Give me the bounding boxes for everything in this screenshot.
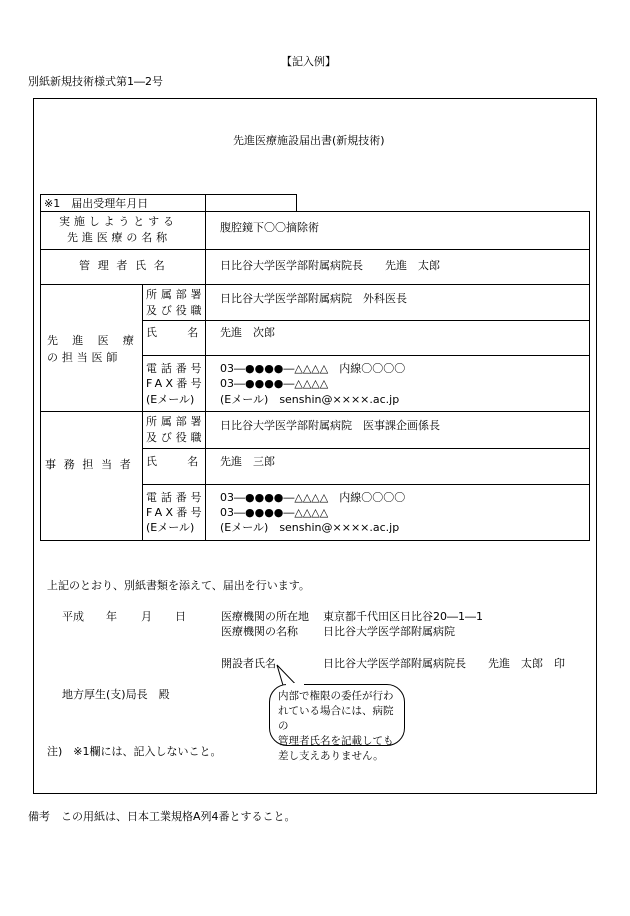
doctor-tel-value: 03―●●●●―△△△△ 内線〇〇〇〇 bbox=[220, 362, 406, 375]
office-dept-value: 日比谷大学医学部附属病院 医事課企画係長 bbox=[220, 419, 440, 432]
callout-line-4: 差し支えありません。 bbox=[278, 750, 384, 762]
addressee: 地方厚生(支)局長 殿 bbox=[62, 688, 170, 701]
office-dept-label-2: 及び役職 bbox=[146, 431, 206, 444]
office-email-label: (Eメール) bbox=[146, 521, 195, 534]
doctor-email-label: (Eメール) bbox=[146, 393, 195, 406]
office-fax-label: FAX番号 bbox=[146, 506, 205, 519]
office-tel-label: 電話番号 bbox=[146, 491, 206, 504]
doctor-dept-label-2: 及び役職 bbox=[146, 304, 206, 317]
doctor-fax-value: 03―●●●●―△△△△ bbox=[220, 377, 329, 390]
office-tel-value: 03―●●●●―△△△△ 内線〇〇〇〇 bbox=[220, 491, 406, 504]
doctor-tel-label: 電話番号 bbox=[146, 362, 206, 375]
tech-name-label-1: 実施しようとする bbox=[59, 215, 178, 228]
office-dept-label-1: 所属部署 bbox=[146, 415, 206, 428]
callout-bubble bbox=[269, 684, 405, 762]
date-month: 月 bbox=[141, 610, 152, 623]
admin-value: 日比谷大学医学部附属病院長 先進 太郎 bbox=[220, 259, 440, 272]
founder-label: 開設者氏名 bbox=[221, 657, 276, 670]
tech-name-label-2: 先進医療の名称 bbox=[67, 231, 171, 244]
doctor-group-label-1: 先 進 医 療 bbox=[47, 334, 136, 347]
example-label: 【記入例】 bbox=[281, 55, 336, 68]
institution-label: 医療機関の名称 bbox=[221, 625, 298, 638]
office-group-label: 事務担当者 bbox=[45, 458, 139, 471]
note: 注) ※1欄には、記入しないこと。 bbox=[47, 745, 222, 758]
doctor-dept-value: 日比谷大学医学部附属病院 外科医長 bbox=[220, 292, 407, 305]
callout-line-1: 内部で権限の委任が行わ bbox=[278, 690, 394, 702]
doctor-group-label-2: の担当医師 bbox=[47, 351, 122, 364]
date-year: 年 bbox=[106, 610, 117, 623]
office-name-value: 先進 三郎 bbox=[220, 455, 275, 468]
date-era: 平成 bbox=[62, 610, 84, 623]
doctor-fax-label: FAX番号 bbox=[146, 377, 205, 390]
form-number: 別紙新規技術様式第1―2号 bbox=[28, 75, 163, 88]
callout-line-2: れている場合には、病院の bbox=[278, 705, 394, 732]
doctor-name-value: 先進 次郎 bbox=[220, 326, 275, 339]
doctor-email-value: (Eメール) senshin@××××.ac.jp bbox=[220, 393, 400, 406]
doctor-name-label: 氏 名 bbox=[146, 326, 201, 339]
receipt-date-label: ※1 届出受理年月日 bbox=[44, 197, 149, 210]
callout-line-3: 管理者氏名を記載しても bbox=[278, 735, 394, 747]
location-value: 東京都千代田区日比谷20―1―1 bbox=[323, 610, 483, 623]
office-email-value: (Eメール) senshin@××××.ac.jp bbox=[220, 521, 400, 534]
date-day: 日 bbox=[175, 610, 186, 623]
founder-value: 日比谷大学医学部附属病院長 先進 太郎 印 bbox=[323, 657, 565, 670]
location-label: 医療機関の所在地 bbox=[221, 610, 309, 623]
form-title: 先進医療施設届出書(新規技術) bbox=[233, 134, 385, 147]
doctor-dept-label-1: 所属部署 bbox=[146, 288, 206, 301]
office-name-label: 氏 名 bbox=[146, 455, 201, 468]
statement: 上記のとおり、別紙書類を添えて、届出を行います。 bbox=[47, 579, 310, 592]
office-fax-value: 03―●●●●―△△△△ bbox=[220, 506, 329, 519]
institution-value: 日比谷大学医学部附属病院 bbox=[323, 625, 455, 638]
admin-label: 管理者氏名 bbox=[79, 259, 173, 272]
footer-remark: 備考 この用紙は、日本工業規格A列4番とすること。 bbox=[28, 810, 296, 823]
tech-name-value: 腹腔鏡下〇〇摘除術 bbox=[220, 221, 319, 234]
